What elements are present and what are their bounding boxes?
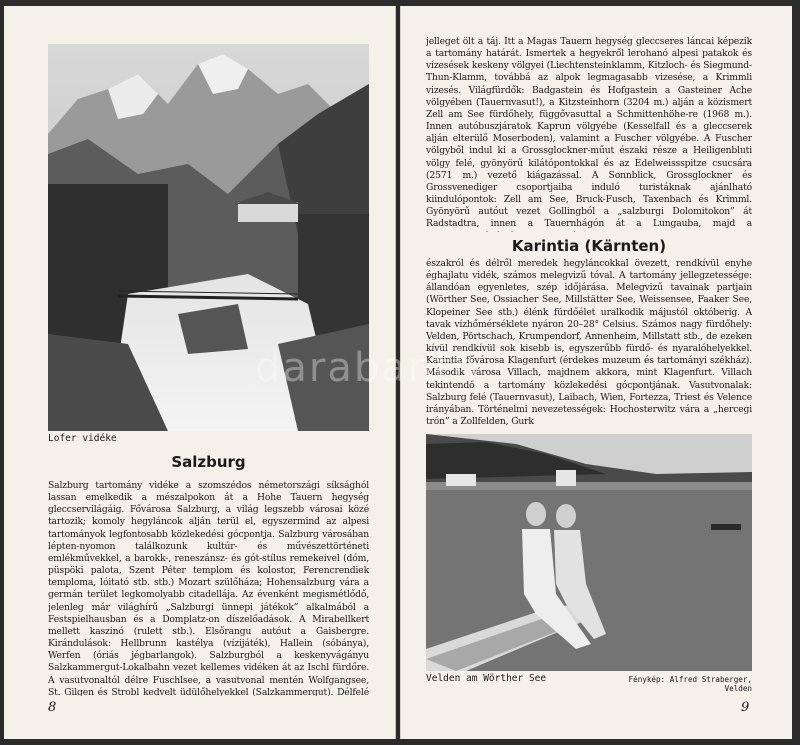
- salzburg-body-text: Salzburg tartomány vidéke a szomszédos németországi síksághól lassan emelkedik a mészalpokon át a Hohe Tauern hegység gleccservilágáig. Fővárosa Salzburg, a világ legszebb városai közé tartozik; komoly hegyláncok alján terül el, egyszermind az alpesi tartományok legfontosabb közlekedési gócpontja. Salzburg városában lépten-nyomon találkozunk kultúr- és művészettörténeti emlékművekkel, a barokk-, reneszánsz- és gót-stílus remekeivel (dóm, püspöki palota, Szent Péter templom és kolostor, Ferencrendiek temploma, lóitató stb. stb.) Mozart szülőháza; Hohensalzburg vára a germán terület legkomolyabb citadellája. Az évenként megismétlődő, jelenleg már világhírű „Salzburgi ünnepi játékok” alkalmából a Festspielhausban és a Domplatz-on díszelőadások. A Mirabellkert mellett kaszinó (rulett stb.). Elsőrangu autóut a Gaisbergre. Kirándulások: Hellbrunn kastélya (vízijáték), Hallein (sóbánya), Werfen (óriás jégbarlangok). Salzburgból a keskenyvágányu Salzkammergut-Lokalbahn vezet kellemes vidéken át az Ischl fürdőre. A vasutvonaltól délre Fuschlsee, a vasutvonal mentén Wolfgangsee, St. Gilgen és Strobl kedvelt üdülőhelyekkel (Salzkammergut). Délfelé: [48, 480, 369, 696]
- velden-lake-photo: [426, 434, 752, 671]
- karintia-body-text: északról és délről meredek hegyláncokkal övezett, rendkívül enyhe éghajlatu vidék, számos melegvizű tóval. A tartomány jellegzetessége: állandóan egyenletes, szép időjárása. Melegvizű tavainak partjain (Wörther See, Ossiacher See, Millstätter See, Weissensee, Faaker See, Klopeiner See stb.) élénk fürdőélet uralkodik májustól októberig. A tavak vízhőmérséklete nyáron 20–28° Celsius. Számos nagy fürdőhely: Velden, Pörtschach, Krumpendorf, Annenheim, Millstatt stb., de ezeken kívül rendkívül sok kisebb is, egyszerűbb fürdő- és nyaralóhelyekkel. Karintia fővárosa Klagenfurt (érdekes muzeum és tartományi székház). Második városa Villach, majdnem akkora, mint Klagenfurt. Villach tekintendő a tartomány közlekedési gócpontjának. Vasutvonalak: Salzburg felé (Tauernvasut), Laibach, Wien, Fortezza, Triest és Velence irányában. Történelmi nevezetességek: Hochosterwitz vára a „hercegi trón” a Zollfelden, Gurk: [426, 258, 752, 428]
- tauern-body-text: jelleget ölt a táj. Itt a Magas Tauern hegység gleccseres láncai képezik a tartomány határát. Ismertek a hegyekről lerohanó alpesi patakok és vízesések keskeny völgyei (Liechtensteinklamm, Kitzloch- és Siegmund-Thun-Klamm, továbbá az alpok legmagasabb vizesése, a Krimmli vizesés. Világfürdők: Badgastein és Hofgastein a Gasteiner Ache völgyében (Tauernvasut!), a Kitzsteinhorn (3204 m.) alján a közismert Zell am See fürdőhely, függővasuttal a Schmittenhöhe-re (1968 m.). Innen autóbuszjáratok Kaprun völgyébe (Kesselfall és a gleccserek alján elterülő Moserboden), valamint a Fuscher völgyébe. A Fuscher völgyből indul ki a Grossglockner-műut északi része a Heiligenbluti völgy felé, gyönyörű kilátópontokkal és az Edelweissspitze csucsára (2571 m.) vezető kiágazással. A Sonnblick, Grossglockner és Grossvenediger csoportjaiba induló turistáknak ajánlható kiindulópontok: Zell am See, Bruck-Fusch, Taxenbach és Krimml. Gyönyörű autóut vezet Gollingból a „salzburgi Dolomitokon” át Radstadtra, innen a Tauernhágón át a Lungauba, majd a: [426, 36, 752, 230]
- section-heading-salzburg: Salzburg: [171, 453, 246, 471]
- watermark: darabanth: [255, 345, 481, 391]
- lake-with-two-women-illustration: [426, 434, 752, 671]
- section-heading-karintia: Karintia (Kärnten): [511, 237, 667, 255]
- page-number-left: 8: [48, 700, 57, 715]
- photo-caption-velden: Velden am Wörther See: [426, 673, 547, 684]
- page-number-right: 9: [741, 700, 750, 715]
- photo-credit: Fénykép: Alfred Straberger, Velden: [628, 675, 752, 693]
- photo-caption: Lofer vidéke: [48, 433, 117, 444]
